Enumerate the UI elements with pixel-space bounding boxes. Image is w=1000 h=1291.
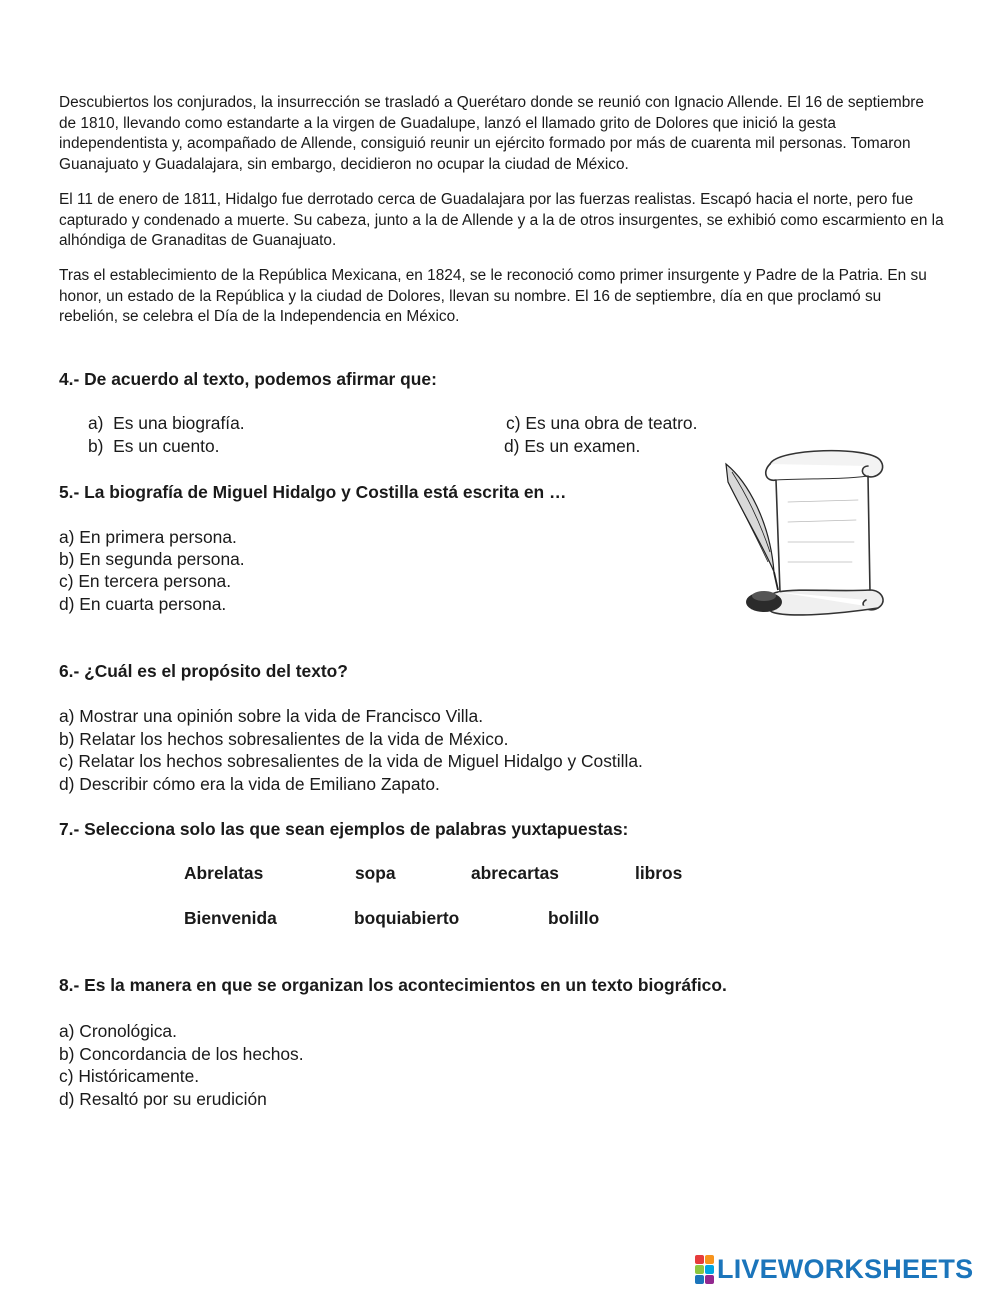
liveworksheets-logo	[695, 1254, 973, 1284]
word-option[interactable]: boquiabierto	[354, 908, 460, 928]
question-8-option-c[interactable]: c) Históricamente.	[59, 1066, 200, 1086]
option-text: Es un cuento.	[113, 436, 220, 456]
word-option[interactable]: sopa	[355, 863, 396, 883]
option-letter: b)	[88, 436, 104, 456]
logo-tile	[705, 1275, 714, 1284]
question-7-title: 7.- Selecciona solo las que sean ejemplos de palabras yuxtapuestas:	[59, 819, 629, 839]
paragraph-2: El 11 de enero de 1811, Hidalgo fue derrotado cerca de Guadalajara por las fuerzas realistas. Escapó hacia el norte, pero fue capturado y condenado a muerte. Su cabeza, junto a la de Allende y a la de otros insurgentes, se exhibió como escarmiento en la alhóndiga de Granaditas de Guanajuato.	[59, 191, 944, 249]
question-6-title: 6.- ¿Cuál es el propósito del texto?	[59, 661, 348, 681]
logo-tile	[695, 1275, 704, 1284]
paragraph-3: Tras el establecimiento de la República Mexicana, en 1824, se le reconoció como primer insurgente y Padre de la Patria. En su honor, un estado de la República y la ciudad de Dolores, llevan su nombre. El 16 de septiembre, día en que proclamó su rebelión, se celebra el Día de la Independencia en México.	[59, 267, 927, 325]
question-5-option-c[interactable]: c) En tercera persona.	[59, 571, 232, 591]
question-8-option-b[interactable]: b) Concordancia de los hechos.	[59, 1044, 304, 1064]
option-text: Es una obra de teatro.	[525, 413, 698, 433]
option-text: Es un examen.	[524, 436, 641, 456]
word-option[interactable]: Abrelatas	[184, 863, 264, 883]
logo-tile	[695, 1265, 704, 1274]
question-5-option-a[interactable]: a) En primera persona.	[59, 527, 237, 547]
question-4-option-c[interactable]	[506, 412, 697, 435]
question-6-option-d[interactable]: d) Describir cómo era la vida de Emiliano Zapato.	[59, 774, 440, 794]
logo-tile	[695, 1255, 704, 1264]
question-8-option-d[interactable]: d) Resaltó por su erudición	[59, 1089, 267, 1109]
word-option[interactable]: bolillo	[548, 908, 600, 928]
question-6-option-c[interactable]: c) Relatar los hechos sobresalientes de la vida de Miguel Hidalgo y Costilla.	[59, 751, 643, 771]
question-4-option-b[interactable]	[88, 435, 220, 458]
word-option[interactable]: abrecartas	[471, 863, 559, 883]
question-8-title: 8.- Es la manera en que se organizan los acontecimientos en un texto biográfico.	[59, 975, 727, 995]
scroll-quill-illustration	[718, 442, 890, 620]
option-text: Es una biografía.	[113, 413, 245, 433]
question-4-option-d[interactable]	[504, 435, 640, 458]
word-option[interactable]: libros	[635, 863, 683, 883]
question-6-option-b[interactable]: b) Relatar los hechos sobresalientes de la vida de México.	[59, 729, 509, 749]
question-8-option-a[interactable]: a) Cronológica.	[59, 1021, 177, 1041]
logo-tiles-icon	[695, 1255, 714, 1284]
question-6-option-a[interactable]: a) Mostrar una opinión sobre la vida de Francisco Villa.	[59, 706, 484, 726]
option-letter: c)	[506, 413, 521, 433]
paragraph-1: Descubiertos los conjurados, la insurrección se trasladó a Querétaro donde se reunió con Ignacio Allende. El 16 de septiembre de 1810, llevando como estandarte a la virgen de Guadalupe, lanzó el llamado grito de Dolores que inició la gesta independentista y, acompañado de Allende, consiguió reunir un ejército formado por más de cuarenta mil personas. Tomaron Guanajuato y Guadalajara, sin embargo, decidieron no ocupar la ciudad de México.	[59, 94, 924, 173]
brand-name: LIVEWORKSHEETS	[717, 1254, 974, 1284]
logo-tile	[705, 1255, 714, 1264]
question-5-option-b[interactable]: b) En segunda persona.	[59, 549, 245, 569]
option-letter: a)	[88, 413, 104, 433]
question-5-option-d[interactable]: d) En cuarta persona.	[59, 594, 227, 614]
logo-tile	[705, 1265, 714, 1274]
question-4-title: 4.- De acuerdo al texto, podemos afirmar que:	[59, 369, 437, 389]
question-5-title: 5.- La biografía de Miguel Hidalgo y Costilla está escrita en …	[59, 482, 567, 502]
option-letter: d)	[504, 436, 520, 456]
question-4-option-a[interactable]	[88, 412, 245, 435]
word-option[interactable]: Bienvenida	[184, 908, 277, 928]
